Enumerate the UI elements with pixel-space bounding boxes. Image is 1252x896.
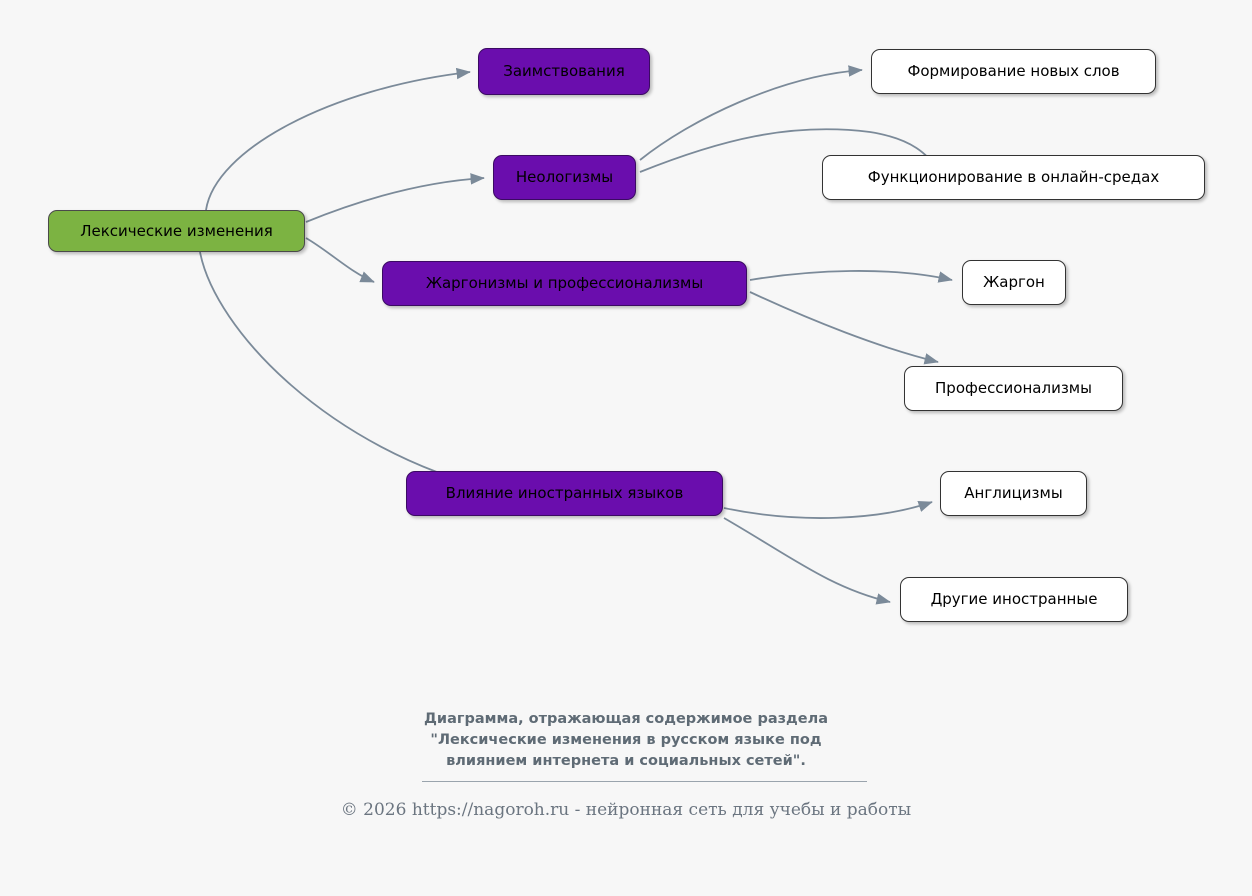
node-leaf-professionalizmy[interactable] xyxy=(904,366,1123,411)
edge-zhargon-to-professionalizmy xyxy=(750,292,938,362)
node-leaf-formirovanie-novyh-slov[interactable] xyxy=(871,49,1156,94)
diagram-caption xyxy=(0,709,1252,772)
footer-copyright-text: © 2026 https://nagoroh.ru - нейронная сеть для учебы и работы xyxy=(340,800,912,820)
edge-neo-to-formirovanie xyxy=(640,70,862,160)
footer-copyright xyxy=(0,800,1252,820)
edge-zhargon-to-zhargon-leaf xyxy=(750,271,952,280)
edge-vliyanie-to-anglicizmy xyxy=(724,502,932,518)
node-branch-zaimstvovaniya-label: Заимствования xyxy=(503,62,625,81)
node-root-label: Лексические изменения xyxy=(80,221,273,240)
divider xyxy=(422,781,867,782)
node-leaf-professionalizmy-label: Профессионализмы xyxy=(935,379,1092,398)
node-branch-neologizmy-label: Неологизмы xyxy=(515,168,614,187)
node-branch-vliyanie-inostrannyh-yazykov-label: Влияние иностранных языков xyxy=(445,484,684,503)
edge-root-to-neologizmy xyxy=(306,178,484,222)
node-leaf-formirovanie-novyh-slov-label: Формирование новых слов xyxy=(907,62,1120,81)
node-branch-zhargonizmy-i-professionalizmy-label: Жаргонизмы и профессионализмы xyxy=(425,274,704,293)
node-leaf-funkcionirovanie-v-onlayn-sredah[interactable] xyxy=(822,155,1205,200)
caption-line-1: Диаграмма, отражающая содержимое раздела xyxy=(424,711,828,727)
edge-vliyanie-to-drugie xyxy=(724,518,890,602)
node-root[interactable] xyxy=(48,210,305,252)
node-leaf-drugie-inostrannye-label: Другие иностранные xyxy=(930,590,1098,609)
node-leaf-zhargon-label: Жаргон xyxy=(983,273,1045,292)
node-leaf-zhargon[interactable] xyxy=(962,260,1066,305)
node-branch-zaimstvovaniya[interactable] xyxy=(478,48,650,95)
caption-line-2: "Лексические изменения в русском языке под xyxy=(430,732,822,749)
edge-root-to-zaimstvovaniya xyxy=(206,72,470,210)
caption-line-3: влиянием интернета и социальных сетей". xyxy=(446,753,806,770)
node-leaf-anglicizmy[interactable] xyxy=(940,471,1087,516)
node-leaf-drugie-inostrannye[interactable] xyxy=(900,577,1128,622)
node-leaf-anglicizmy-label: Англицизмы xyxy=(964,484,1063,503)
node-leaf-funkcionirovanie-v-onlayn-sredah-label: Функционирование в онлайн-средах xyxy=(867,168,1160,187)
node-branch-vliyanie-inostrannyh-yazykov[interactable] xyxy=(406,471,723,516)
node-branch-zhargonizmy-i-professionalizmy[interactable] xyxy=(382,261,747,306)
node-branch-neologizmy[interactable] xyxy=(493,155,636,200)
edge-root-to-zhargonizmy xyxy=(306,238,374,282)
